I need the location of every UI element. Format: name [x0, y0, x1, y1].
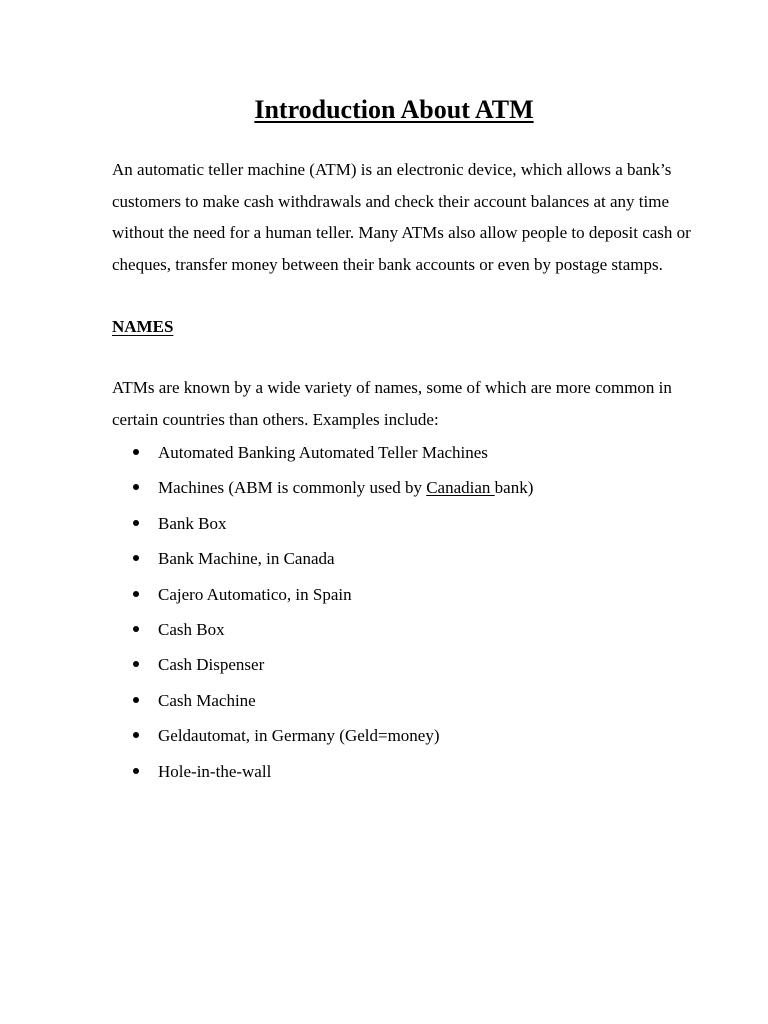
list-item	[0, 470, 768, 505]
list-item-text-after: bank)	[494, 478, 534, 498]
names-heading: NAMES	[112, 317, 174, 336]
canadian-link[interactable]: Canadian	[426, 478, 495, 498]
list-item	[0, 647, 768, 682]
list-item-text: Geldautomat, in Germany (Geld=money)	[158, 726, 440, 746]
bullet-dot-icon	[133, 520, 139, 526]
bullet-dot-icon	[133, 697, 139, 703]
list-item-text: Cash Machine	[158, 690, 256, 710]
bullet-dot-icon	[133, 768, 139, 774]
bullet-dot-icon	[133, 484, 139, 490]
list-item	[0, 577, 768, 612]
bullet-dot-icon	[133, 449, 139, 455]
names-list	[0, 435, 768, 789]
bullet-dot-icon	[133, 626, 139, 632]
list-item-text: Automated Banking Automated Teller Machines	[158, 443, 488, 462]
list-item-text: Bank Machine, in Canada	[158, 549, 335, 569]
list-item	[0, 612, 768, 647]
list-item-text: Hole-in-the-wall	[158, 761, 272, 781]
bullet-dot-icon	[133, 732, 139, 738]
list-item	[0, 435, 768, 470]
list-item	[0, 541, 768, 576]
list-item-text: Cajero Automatico, in Spain	[158, 584, 352, 604]
list-item	[0, 754, 768, 789]
names-paragraph: ATMs are known by a wide variety of names, some of which are more common in certain countries than others. Examples include:	[112, 378, 672, 429]
bullet-dot-icon	[133, 591, 139, 597]
list-item	[0, 683, 768, 718]
list-item-text: Cash Box	[158, 619, 225, 639]
document-title: Introduction About ATM	[254, 95, 534, 124]
list-item-text: Bank Box	[158, 513, 227, 533]
bullet-dot-icon	[133, 555, 139, 561]
list-item-text	[158, 470, 533, 505]
list-item-text-before: Machines (ABM is commonly used by	[158, 478, 427, 498]
list-item-text: Cash Dispenser	[158, 655, 265, 675]
list-item	[0, 506, 768, 541]
list-item	[0, 718, 768, 753]
intro-paragraph: An automatic teller machine (ATM) is an electronic device, which allows a bank’s customers to make cash withdrawals and check their account balances at any time without the need for a human teller. Many ATMs also allow people to deposit cash or cheques, transfer money between their bank accounts or even by postage stamps.	[112, 160, 691, 274]
bullet-dot-icon	[133, 661, 139, 667]
